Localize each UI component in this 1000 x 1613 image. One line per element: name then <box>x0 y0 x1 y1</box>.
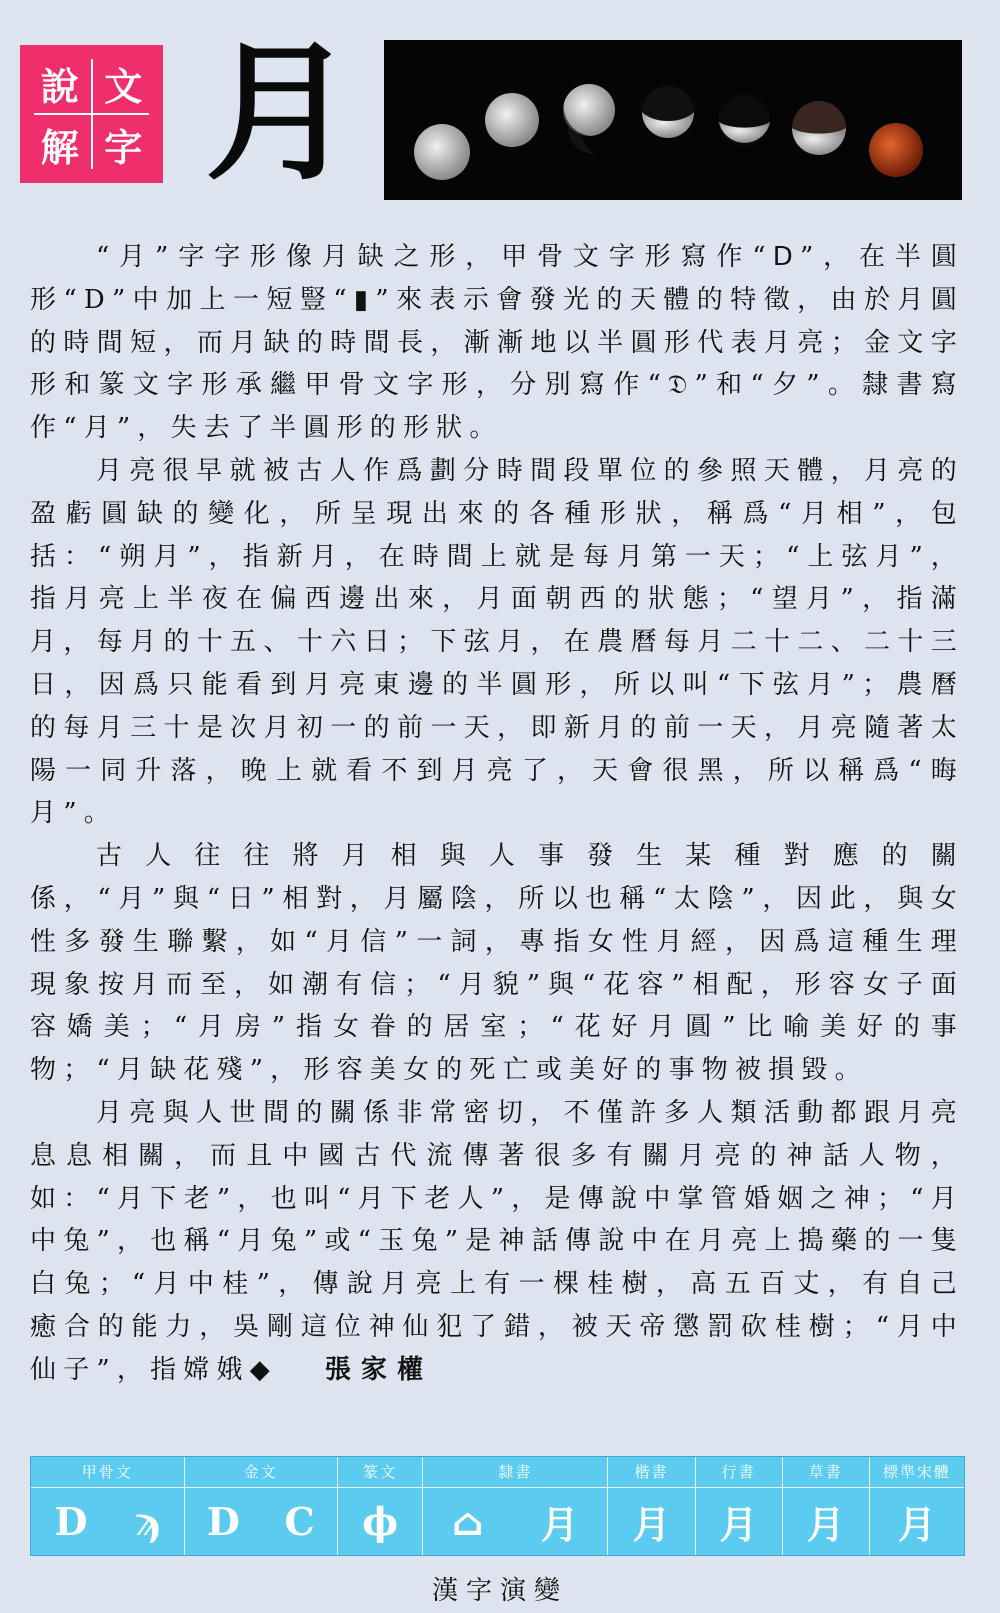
glyph: D <box>206 1499 240 1544</box>
glyph: ϡ <box>134 1499 160 1544</box>
logo-divider <box>34 113 149 115</box>
moon-phases-illustration <box>384 40 962 200</box>
glyph: C <box>284 1499 315 1544</box>
glyph: ⌂ <box>451 1499 484 1544</box>
moon-blood <box>869 123 923 177</box>
logo-char: 文 <box>104 65 143 109</box>
article-body <box>30 236 964 1392</box>
column-header: 標準宋體 <box>870 1457 964 1488</box>
paragraph: 古人往往將月相與人事發生某種對應的關係，“月”與“日”相對，月屬陰，所以也稱“太陰”，因此，與女性多發生聯繫，如“月信”一詞，專指女性月經，因爲這種生理現象按月而至，如潮有信；“月貌”與“花容”相配，形容女子面容嬌美；“月房”指女眷的居室；“花好月圓”比喻美好的事物；“月缺花殘”，形容美女的死亡或美好的事物被損毀。 <box>30 841 964 1086</box>
glyph: ϕ <box>362 1499 399 1544</box>
evolution-column <box>608 1457 695 1555</box>
column-header: 金文 <box>185 1457 338 1488</box>
moon-phase <box>485 93 539 147</box>
glyph: 月 <box>719 1502 758 1547</box>
column-header: 草書 <box>783 1457 869 1488</box>
glyph: 月 <box>632 1502 671 1547</box>
table-caption: 漢字演變 <box>431 1576 568 1606</box>
evolution-column <box>31 1457 185 1555</box>
lunar-eclipse-photo <box>384 40 962 200</box>
title-character: 月 <box>205 25 356 201</box>
evolution-column <box>696 1457 783 1555</box>
column-header: 隸書 <box>423 1457 607 1488</box>
logo-char: 字 <box>104 126 143 170</box>
evolution-column <box>185 1457 339 1555</box>
glyph: 月 <box>806 1502 845 1547</box>
character-evolution-table <box>30 1456 965 1556</box>
evolution-column <box>783 1457 870 1555</box>
evolution-column <box>870 1457 964 1555</box>
paragraph: 月亮很早就被古人作爲劃分時間段單位的參照天體，月亮的盈虧圓缺的變化，所呈現出來的各種形狀，稱爲“月相”，包括：“朔月”，指新月，在時間上就是每月第一天；“上弦月”，指月亮上半夜在偏西邊出來，月面朝西的狀態；“望月”，指滿月，每月的十五、十六日；下弦月，在農曆每月二十二、二十三日，因爲只能看到月亮東邊的半圓形，所以叫“下弦月”；農曆的每月三十是次月初一的前一天，即新月的前一天，月亮隨著太陽一同升落，晚上就看不到月亮了，天會很黑，所以稱爲“晦月”。 <box>30 455 964 829</box>
logo-char: 解 <box>40 126 79 170</box>
shuowen-jiezi-logo <box>20 45 163 183</box>
column-header: 行書 <box>696 1457 782 1488</box>
column-header: 甲骨文 <box>31 1457 184 1488</box>
logo-char: 說 <box>40 65 79 109</box>
column-header: 楷書 <box>608 1457 694 1488</box>
paragraph: “月”字字形像月缺之形，甲骨文字形寫作“𝖣”，在半圓形“D”中加上一短豎“▮”來表示會發光的天體的特徵，由於月圓的時間短，而月缺的時間長，漸漸地以半圓形代表月亮；金文字形和篆文字形承繼甲骨文字形，分別寫作“𝔇”和“夕”。隸書寫作“月”，失去了半圓形的形狀。 <box>30 242 964 444</box>
author-name: 張家權 <box>324 1354 433 1385</box>
glyph: 月 <box>540 1502 579 1547</box>
glyph: 月 <box>897 1502 936 1547</box>
paragraph <box>30 1092 964 1392</box>
moon-full <box>414 124 470 180</box>
evolution-column <box>423 1457 608 1555</box>
column-header: 篆文 <box>338 1457 422 1488</box>
evolution-column <box>338 1457 423 1555</box>
paragraph-text: 月亮與人世間的關係非常密切，不僅許多人類活動都跟月亮息息相關，而且中國古代流傳著很多有關月亮的神話人物，如：“月下老”，也叫“月下老人”，是傳說中掌管婚姻之神；“月中兔”，也稱“月兔”或“玉兔”是神話傳說中在月亮上搗藥的一隻白兔；“月中桂”，傳說月亮上有一棵桂樹，高五百丈，有自己癒合的能力，吳剛這位神仙犯了錯，被天帝懲罰砍桂樹；“月中仙子”，指嫦娥◆ <box>30 1097 964 1385</box>
glyph: D <box>54 1499 88 1544</box>
